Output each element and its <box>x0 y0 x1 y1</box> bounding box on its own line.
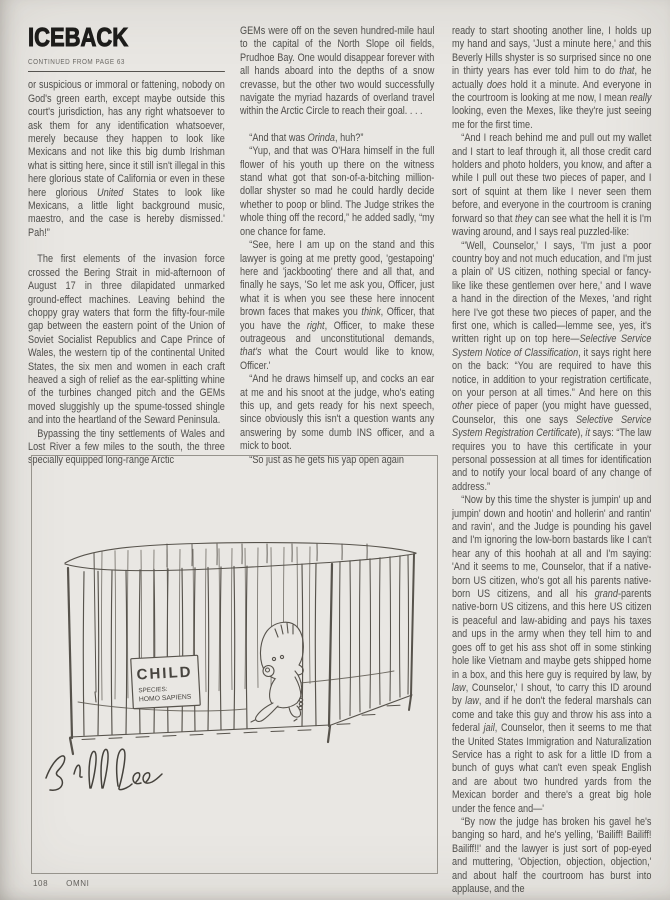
paragraph: GEMs were off on the seven hundred-mile haul to the capital of the North Slope oil fields, Prudhoe Bay. One would disappear forever with all hands aboard into the depths of a snow crevasse, but the other two would successfully navigate the myriad hazards of overland travel within the Arctic Circle to reach their goal. . . . <box>240 25 435 118</box>
paragraph: “By now the judge has broken his gavel he's banging so hard, and he's yelling, 'Bailiff! Bailiff! Bailiff!!' and the lawyer is just sort of pop-eyed and muttering, 'Objection, objection, objection,' and about half the courtroom has burst into applause, and the <box>452 815 652 895</box>
paragraph: “See, here I am up on the stand and this lawyer is going at me pretty good, 'gestapoing' here and 'jackbooting' there and all that, and finally he says, 'So let me ask you, Officer, just what it is when you see these here innocent brown faces that makes you think, Officer, that you have the right, Officer, to make these outrageous and unconstitutional demands, that's what the Court would like to know, Officer.' <box>240 239 435 372</box>
baby-leg <box>256 703 278 721</box>
paragraph: or suspicious or immoral or fattening, nobody on God's green earth, except maybe outside this court's jurisdiction, has any right whatsoever to ask them for any identification whatsoever, merely because they happen to look like Mexicans and not like this big dumb Irishman what is sitting here, since it still isn't illegal in this here glorious state of California or even in these here glorious United States to look like Mexicans, a little light background music, maestro, and the case is hereby dismissed.' Pah!” <box>28 79 225 239</box>
artist-signature <box>46 749 162 790</box>
page-number: 108 <box>33 879 49 888</box>
baby-figure <box>251 622 303 722</box>
paragraph: “'Well, Counselor,' I says, 'I'm just a poor country boy and not much education, and I'm just a plain ol' US citizen, nothing special or fancy-like like these gentlemen over here,' and I wave a hand in the direction of the Mexes, 'and right here I've got these two pieces of paper, and the first one, which is called—lemme see, yes, it's written right up on top here—Selective Service System Notice of Classification, it says right here on the back: “You are required to have this notice, in addition to your registration certificate, on your person at all times.” And here on this other piece of paper (you might have guessed, Counselor, this one says Selective Service System Registration Certificate), it says: “The law requires you to have this certificate in your personal possession at all times for identification and to notify your local board of any change of address.” <box>452 239 652 493</box>
column-1-text <box>28 79 225 467</box>
article-title: ICEBACK <box>28 22 129 52</box>
paragraph: “So just as he gets his yap open again <box>249 453 404 466</box>
paragraph: “And I reach behind me and pull out my wallet and I start to leaf through it, all those credit card holders and photo holders, you know, and after a while I pull out these two pieces of paper, and I sort of squint at them like I never seen them before, and everyone in the courtroom is craning forward so that they can see what the hell it is I'm waving around, and I says real puzzled-like: <box>452 132 652 239</box>
paragraph: “And that was Orinda, huh?” <box>249 131 364 144</box>
paragraph: ready to start shooting another line, I holds up my hand and says, 'Just a minute here,' and this Beverly Hills shyster is so surprised since no one in thirty years has ever told him to do that, he actually does hold it a minute. And everyone in the courtroom is looking at me now, I mean really looking, even the Mexes, like they're just seeing me for the first time. <box>452 25 652 131</box>
article-title-block <box>28 24 225 72</box>
cartoon-illustration <box>31 455 438 874</box>
sign-species-label: SPECIES: <box>138 685 168 695</box>
cage-rim-ticks <box>167 544 367 567</box>
sign-title: CHILD <box>136 663 193 684</box>
paragraph: “Now by this time the shyster is jumpin' up and jumpin' down and hootin' and hollerin' and rantin' and ravin', and the Judge is pounding his gavel and I'm ignoring the low-born bastards like I can't hear any of this hoohah at all and I'm saying: 'And it seems to me, Counselor, that if a native-born US citizen, who's got all his parents native-born US citizens, and all his grand-parents native-born US citizens, and this here US citizen is peaceful and law-abiding and pays his taxes and ups in the army when they tell him to and goes off to get his ass shot off in some stinking hole like Vietnam and maybe gets shipped home in a box, and this here guy is required by law, by law, Counselor,' I shout, 'to carry this ID around by law, and if he don't the federal marshals can come and take this guy and throw his ass into a federal jail, Counselor, then it seems to me that the United States Immigration and Naturalization Service has a right to ask for a little ID from a bunch of guys what can't even speak English and are about two hundred yards from the Mexican border and there's a great big hole under the fence and—' <box>452 494 652 815</box>
title-rule <box>28 71 225 72</box>
paragraph: The first elements of the invasion force crossed the Bering Strait in mid-afternoon of August 17 in three dilapidated unmarked ground-effect machines. Leaving behind the choppy gray waters that form the fifty-four-mile gap between the eastern point of the Union of Soviet Socialist Republics and Cape Prince of Wales, the western tip of the continental United States, the six men and women in each craft heaved a sigh of relief as the ear-splitting whine of the turbines changed pitch and the GEMs moved sluggishly up the spume-tossed shingle and into the heartland of the Seward Peninsula. <box>28 253 225 427</box>
cage-sign <box>131 655 201 708</box>
cage-frame <box>65 543 416 754</box>
column-3-text <box>452 25 651 896</box>
paragraph: Bypassing the tiny settlements of Wales and Lost River a few miles to the south, the three specially equipped long-range Arctic <box>28 427 225 467</box>
magazine-name: OMNI <box>66 879 90 888</box>
pacifier <box>263 666 274 677</box>
page-footer <box>33 879 89 888</box>
paragraph: “And he draws himself up, and cocks an ear at me and his snoot at the judge, who's eating this up, and gets ready for his next speech, since obviously this isn't a question wants any answering by some dumb INS officer, and a mick to boot. <box>240 373 435 453</box>
cage-side-bars <box>340 555 409 719</box>
paragraph: “Yup, and that was O'Hara himself in the full flower of his youth up there on the witness stand what got that son-of-a-bitching million-dollar shyster so mad he could hardly decide whether to poop or blind. The Judge strikes the whole thing off the record,” he added sadly, “my one chance for fame. <box>240 145 435 238</box>
cage-floor-lines <box>78 671 394 711</box>
sign-species-value: HOMO SAPIENS <box>138 693 192 704</box>
column-2-text <box>240 25 434 467</box>
cartoon-cage-drawing <box>32 453 437 873</box>
column-1 <box>28 24 225 468</box>
continued-from-note: CONTINUED FROM PAGE 63 <box>28 57 125 66</box>
